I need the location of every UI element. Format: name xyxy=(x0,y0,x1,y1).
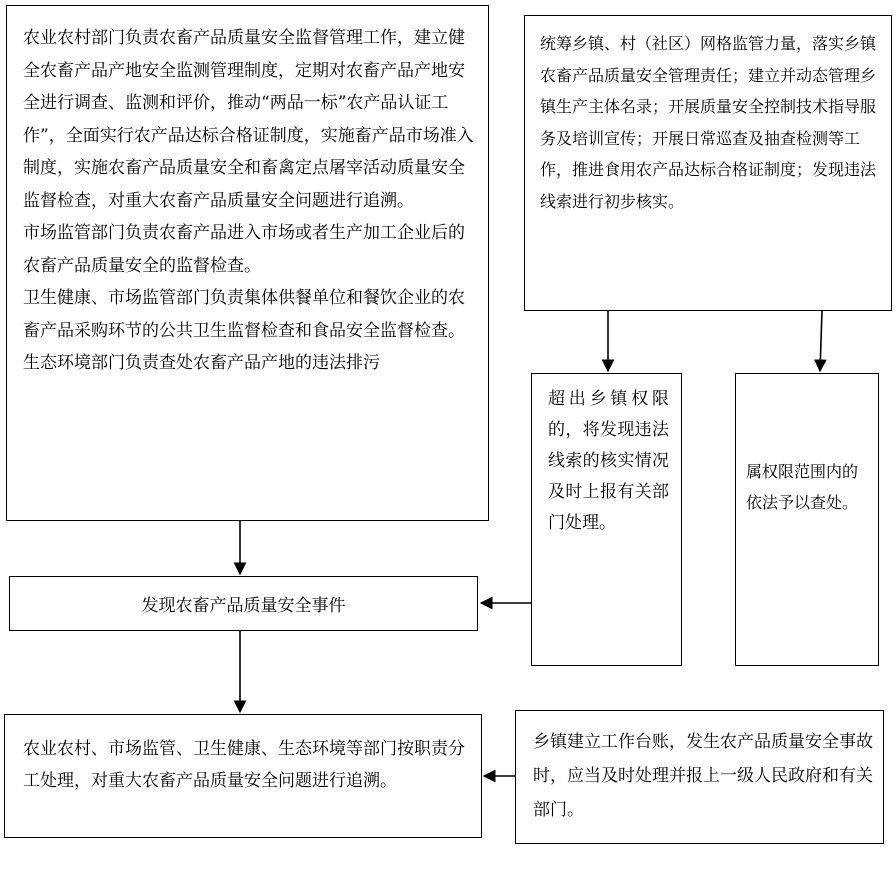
eco-dept-paragraph: 生态环境部门负责查处农畜产品产地的违法排污 xyxy=(23,353,380,373)
health-dept-paragraph: 卫生健康、市场监管部门负责集体供餐单位和餐饮企业的农畜产品采购环节的公共卫生监督检查和食品安全监督检查。 xyxy=(23,288,465,341)
within-authority-text: 属权限范围内的依法予以查处。 xyxy=(746,462,859,512)
dept-handling-text: 农业农村、市场监管、卫生健康、生态环境等部门按职责分工处理，对重大农畜产品质量安全问题进行追溯。 xyxy=(23,739,465,791)
township-duties-text: 统筹乡镇、村（社区）网格监管力量，落实乡镇农畜产品质量安全管理责任；建立并动态管理乡镇生产主体名录；开展质量安全控制技术指导服务及培训宣传；开展日常巡查及抽查检测等工作，推进食用农产品达标合格证制度；发现违法线索进行初步核实。 xyxy=(540,34,877,211)
township-ledger-text: 乡镇建立工作台账，发生农产品质量安全事故时，应当及时处理并报上一级人民政府和有关部门。 xyxy=(533,732,873,820)
arrow-right-to-far xyxy=(820,311,822,371)
market-dept-paragraph: 市场监管部门负责农畜产品进入市场或者生产加工企业后的农畜产品质量安全的监督检查。 xyxy=(23,223,465,276)
beyond-authority-text: 超出乡镇权限的，将发现违法线索的核实情况及时上报有关部门处理。 xyxy=(548,389,669,533)
agri-dept-paragraph: 农业农村部门负责农畜产品质量安全监督管理工作，建立健全农畜产品产地安全监测管理制度，定期对农畜产品产地安全进行调查、监测和评价，推动“两品一标”农产品认证工作”，全面实行农产品达标合格证制度，实施畜产品市场准入制度，实施农畜产品质量安全和畜禽定点屠宰活动质量安全监督检查，对重大农畜产品质量安全问题进行追溯。 xyxy=(23,28,474,211)
incident-detected-text: 发现农畜产品质量安全事件 xyxy=(141,596,346,616)
